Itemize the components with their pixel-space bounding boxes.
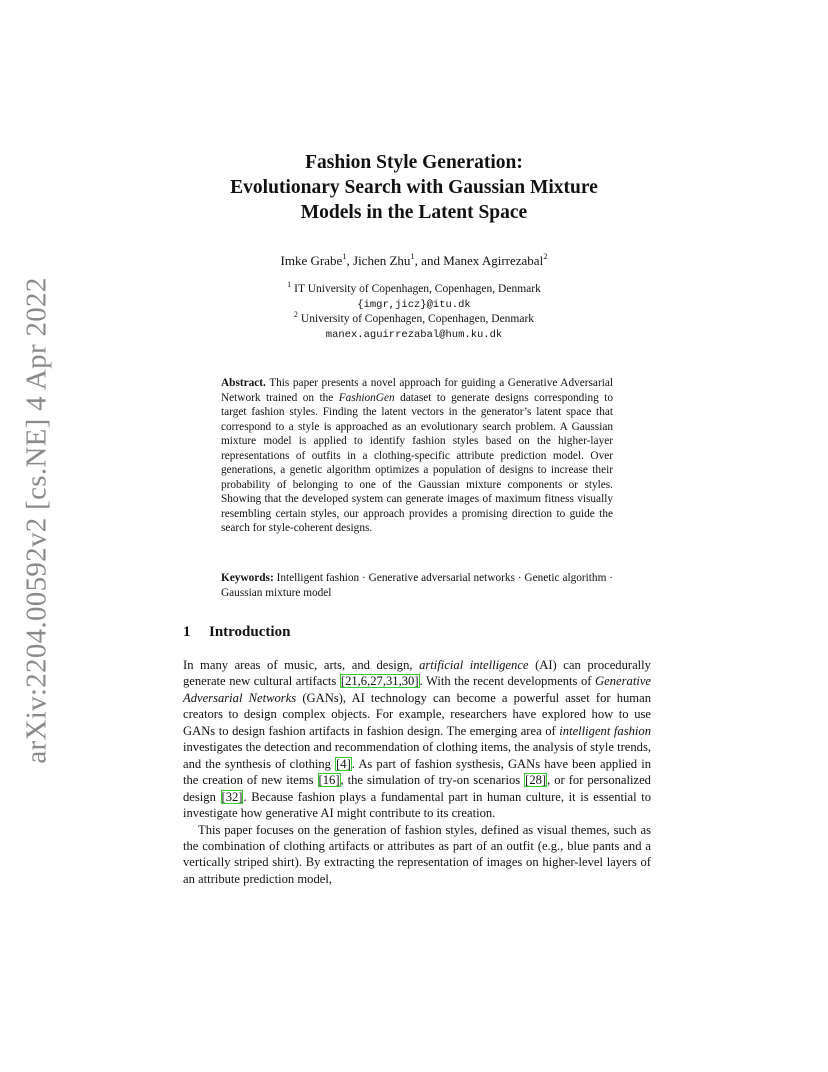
citation-link[interactable]: [32] bbox=[221, 789, 243, 804]
abstract-label: Abstract. bbox=[221, 377, 266, 389]
keywords-text: Intelligent fashion · Generative adversarial networks · Genetic algorithm · Gaussian mixture model bbox=[221, 572, 613, 599]
author-separator: , and bbox=[414, 253, 444, 268]
affiliation-name: IT University of Copenhagen, Copenhagen, Denmark bbox=[294, 283, 541, 295]
body-text: investigates the detection and recommendation of clothing items, the analysis of style trends, and the synthesis of clothing bbox=[183, 740, 651, 771]
title-line-3: Models in the Latent Space bbox=[300, 202, 528, 223]
body-emphasis: intelligent fashion bbox=[559, 723, 651, 738]
affiliation-2-email: manex.aguirrezabal@hum.ku.dk bbox=[325, 329, 503, 341]
author-name: Imke Grabe bbox=[280, 253, 343, 268]
body-text: (GANs), AI technology can become a powerful asset for human creators to design complex objects. For example, researchers have explored how to use GANs to design fashion artifacts in fashion design. The emerging area of bbox=[183, 690, 651, 738]
abstract-text: dataset to generate designs corresponding to target fashion styles. Finding the latent vectors in the generator’s latent space that correspond to a style is approached as an evolutionary search problem. A Gaussian mixture model is applied to identify fashion styles based on the higher-layer representations of outfits in a clothing-specific attribute prediction model. Over generations, a genetic algorithm optimizes a population of designs to increase their probability of belonging to one of the Gaussian mixture components or styles. Showing that the developed system can generate images of maximum fitness visually resembling certain styles, our approach provides a promising direction to guide the search for style-coherent designs. bbox=[221, 391, 613, 535]
title-line-1: Fashion Style Generation: bbox=[305, 152, 523, 173]
section-title: Introduction bbox=[209, 624, 291, 640]
body-emphasis: artificial intelligence bbox=[419, 658, 529, 672]
abstract-dataset-name: FashionGen bbox=[338, 391, 395, 404]
author-separator: , bbox=[346, 253, 354, 268]
section-number: 1 bbox=[183, 624, 191, 640]
paragraph bbox=[183, 657, 651, 822]
paper-title bbox=[170, 150, 658, 225]
author-affiliation-mark: 2 bbox=[543, 251, 548, 261]
citation-link[interactable]: [21,6,27,31,30] bbox=[340, 674, 419, 689]
affiliation-2 bbox=[170, 312, 658, 327]
citation-link[interactable]: [4] bbox=[336, 756, 351, 771]
author-affiliation-mark: 1 bbox=[410, 251, 415, 261]
body-text: . Because fashion plays a fundamental part in human culture, it is essential to investigate how generative AI might contribute to its creation. bbox=[183, 789, 651, 821]
paragraph: This paper focuses on the generation of fashion styles, defined as visual themes, such as the combination of clothing artifacts or attributes as part of an outfit (e.g., blue pants and a vertically striped shirt). By extracting the representation of images on higher-level layers of an attribute prediction model, bbox=[183, 822, 651, 886]
body-text: , the simulation of try-on scenarios bbox=[340, 773, 525, 788]
arxiv-identifier-stamp bbox=[20, 276, 54, 764]
affiliation-1-email: {imgr,jicz}@itu.dk bbox=[357, 299, 471, 311]
section-heading bbox=[183, 624, 290, 641]
affiliation-number: 1 bbox=[287, 280, 292, 289]
arxiv-id-text: arXiv:2204.00592v2 [cs.NE] 4 Apr 2022 bbox=[20, 276, 53, 764]
citation-link[interactable]: [28] bbox=[525, 773, 547, 788]
body-text: In many areas of music, arts, and design, bbox=[183, 658, 420, 672]
author-name: Jichen Zhu bbox=[353, 253, 411, 268]
introduction-body bbox=[183, 657, 651, 887]
author-list bbox=[170, 253, 658, 269]
keywords-label: Keywords: bbox=[221, 572, 274, 584]
abstract-text: This paper presents a novel approach for guiding a Generative Adversarial Network trained on the bbox=[221, 377, 613, 404]
body-text: , or for personalized design bbox=[183, 773, 651, 804]
abstract bbox=[221, 376, 613, 536]
affiliation-1 bbox=[170, 282, 658, 297]
affiliation-name: University of Copenhagen, Copenhagen, Denmark bbox=[300, 313, 535, 325]
author-name: Manex Agirrezabal bbox=[443, 253, 544, 268]
author-affiliation-mark: 1 bbox=[342, 251, 347, 261]
body-text: . As part of fashion systhesis, GANs have been applied in the creation of new items bbox=[183, 756, 651, 788]
body-text: (AI) can procedurally generate new cultural artifacts bbox=[183, 658, 651, 689]
title-line-2: Evolutionary Search with Gaussian Mixture bbox=[230, 177, 598, 198]
keywords bbox=[221, 571, 613, 600]
citation-link[interactable]: [16] bbox=[318, 773, 340, 788]
body-text: . With the recent developments of bbox=[419, 674, 596, 689]
body-emphasis: Generative Adversarial Networks bbox=[183, 674, 651, 705]
affiliation-number: 2 bbox=[293, 310, 298, 319]
